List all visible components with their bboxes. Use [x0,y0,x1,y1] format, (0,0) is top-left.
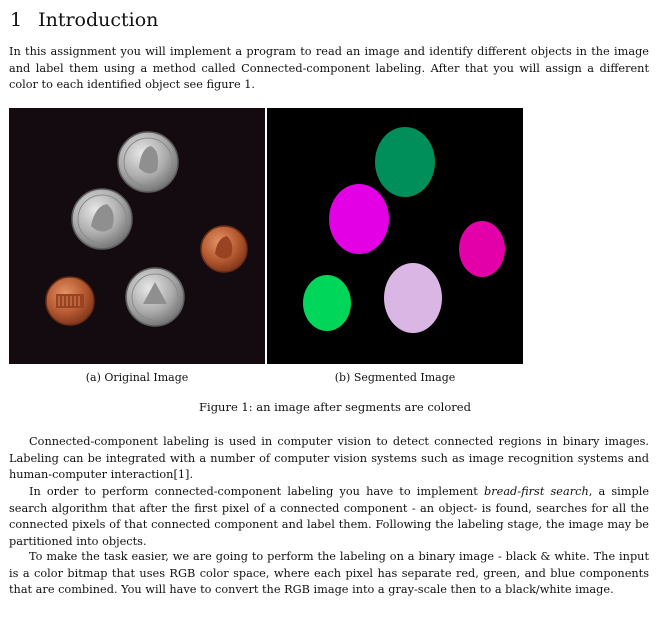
intro-paragraph: In this assignment you will implement a program to read an image and identify different objects in the image and label them using a method called Connected-component labeling. After that you will assign a different color to each identified object see figure 1. [9,45,649,92]
figure-caption: Figure 1: an image after segments are colored [199,400,471,414]
paragraph-bfs-before: In order to perform connected-component labeling you have to implement [29,485,484,498]
bfs-emphasis: bread-first search [484,485,589,498]
quarter-coin-left [72,189,132,249]
paragraph-binary-text: To make the task easier, we are going to perform the labeling on a binary image - black & white. The input is a color bitmap that uses RGB color space, where each pixel has separate red, green, and blue components that are combined. You will have to convert the RGB image into a gray-scale then to a black/white image. [9,550,649,597]
paragraph-bfs [9,484,649,550]
paragraph-labeling-intro [9,434,649,484]
segment-lavender [384,263,442,333]
quarter-coin-bottom [126,268,184,326]
penny-coin-left [46,277,94,325]
segment-magenta [329,184,389,254]
coins-photo [9,108,265,364]
section-heading [10,9,158,31]
segment-pink [459,221,505,277]
paragraph-binary [9,549,649,599]
segment-green [375,127,435,197]
segmented-image [267,108,523,364]
penny-coin-right [201,226,247,272]
segment-bright-green [303,275,351,331]
segmented-plot [267,108,523,364]
subcaption-original: (a) Original Image [85,371,189,384]
section-number: 1 [10,9,23,31]
paragraph-labeling-text: Connected-component labeling is used in computer vision to detect connected regions in binary images. Labeling can be integrated with a number of computer vision systems such as image recognition systems and human-computer interaction[1]. [9,435,649,482]
subcaption-segmented: (b) Segmented Image [334,371,456,384]
original-image [9,108,265,364]
quarter-coin-top [118,132,178,192]
section-title: Introduction [38,9,159,31]
paragraph-bfs-after: , a simple search algorithm that after the first pixel of a connected component - an object- is found, searches for all the connected pixels of that connected component and label them. Following the labeling stage, the image may be partitioned into objects. [9,485,650,548]
